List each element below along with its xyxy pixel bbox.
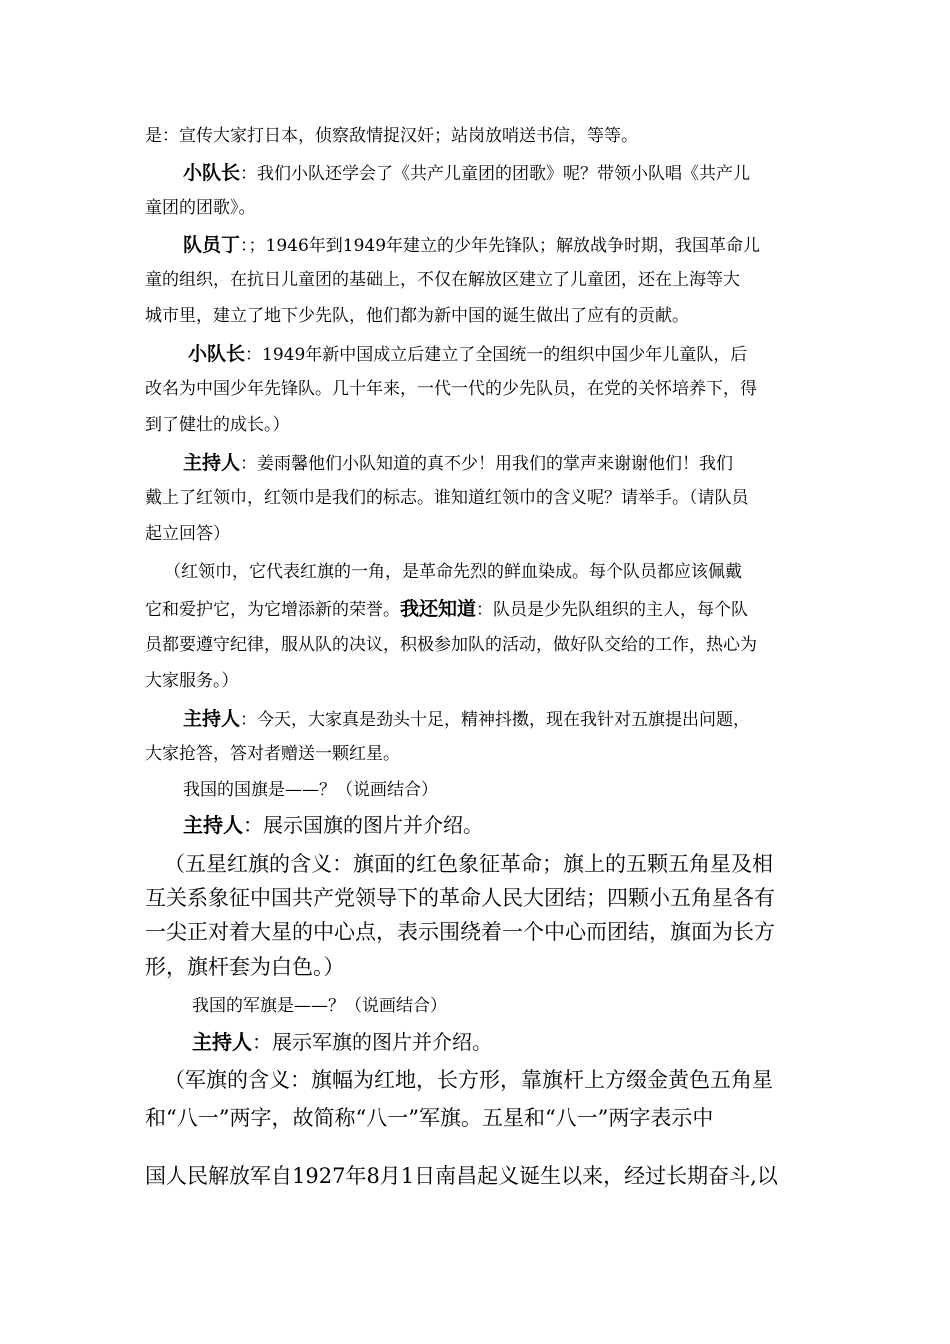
speaker-label: 主持人 — [192, 1030, 252, 1054]
speaker-label: 主持人 — [183, 708, 241, 730]
text-line: 主持人：展示国旗的图片并介绍。 — [183, 813, 483, 837]
text-line: 是：宣传大家打日本，侦察敌情捉汉奸；站岗放哨送书信，等等。 — [145, 126, 638, 146]
text-line: 形，旗杆套为白色。） — [145, 955, 345, 979]
text-line: 我国的军旗是——？（说画结合） — [192, 996, 447, 1016]
text-line: 城市里，建立了地下少先队，他们都为新中国的诞生做出了应有的贡献。 — [145, 306, 689, 326]
text-line: 国人民解放军自1927年8月1日南昌起义诞生以来，经过长期奋斗,以 — [145, 1164, 778, 1188]
speaker-label: 小队长 — [188, 343, 246, 365]
speaker-label: 小队长 — [183, 162, 241, 184]
text-line: 起立回答） — [145, 524, 230, 544]
text-line: 它和爱护它，为它增添新的荣誉。我还知道：队员是少先队组织的主人，每个队 — [145, 598, 749, 620]
text-line: （军旗的含义：旗幅为红地，长方形，靠旗杆上方缀金黄色五角星 — [164, 1068, 773, 1092]
text-line: 互关系象征中国共产党领导下的革命人民大团结；四颗小五角星各有 — [145, 886, 775, 910]
text-line: 小队长：我们小队还学会了《共产儿童团的团歌》呢？带领小队唱《共产儿 — [183, 162, 751, 184]
text-line: 到了健壮的成长。） — [145, 415, 290, 435]
speaker-label: 队员丁 — [183, 234, 241, 256]
text-line: 大家抢答，答对者赠送一颗红星。 — [145, 744, 400, 764]
text-line: （红领巾，它代表红旗的一角，是革命先烈的鲜血染成。每个队员都应该佩戴 — [164, 562, 742, 582]
text-line: 大家服务。） — [145, 671, 239, 691]
speaker-label: 主持人 — [183, 813, 243, 837]
text-line: 主持人：姜雨馨他们小队知道的真不少！用我们的掌声来谢谢他们！我们 — [183, 452, 734, 474]
text-line: 主持人：今天，大家真是劲头十足，精神抖擞，现在我针对五旗提出问题， — [183, 708, 751, 730]
text-line: 队员丁：；1946年到1949年建立的少年先锋队；解放战争时期，我国革命儿 — [183, 234, 761, 256]
text-line: 童团的团歌》。 — [145, 198, 256, 218]
text-line: 主持人：展示军旗的图片并介绍。 — [192, 1030, 492, 1054]
text-line: （五星红旗的含义：旗面的红色象征革命；旗上的五颗五角星及相 — [164, 852, 773, 876]
text-line: 戴上了红领巾，红领巾是我们的标志。谁知道红领巾的含义呢？请举手。（请队员 — [145, 488, 749, 508]
text-line: 和“八一”两字，故简称“八一”军旗。五星和“八一”两字表示中 — [145, 1106, 714, 1130]
text-line: 童的组织，在抗日儿童团的基础上，不仅在解放区建立了儿童团，还在上海等大 — [145, 270, 740, 290]
text-line: 员都要遵守纪律，服从队的决议，积极参加队的活动，做好队交给的工作，热心为 — [145, 635, 757, 655]
bold-label: 我还知道 — [400, 598, 477, 620]
speaker-label: 主持人 — [183, 452, 241, 474]
text-line: 改名为中国少年先锋队。几十年来，一代一代的少先队员，在党的关怀培养下，得 — [145, 379, 757, 399]
text-line: 小队长：1949年新中国成立后建立了全国统一的组织中国少年儿童队，后 — [188, 343, 748, 365]
text-line: 我国的国旗是——？（说画结合） — [183, 780, 438, 800]
text-line: 一尖正对着大星的中心点，表示围绕着一个中心而团结，旗面为长方 — [145, 920, 775, 944]
